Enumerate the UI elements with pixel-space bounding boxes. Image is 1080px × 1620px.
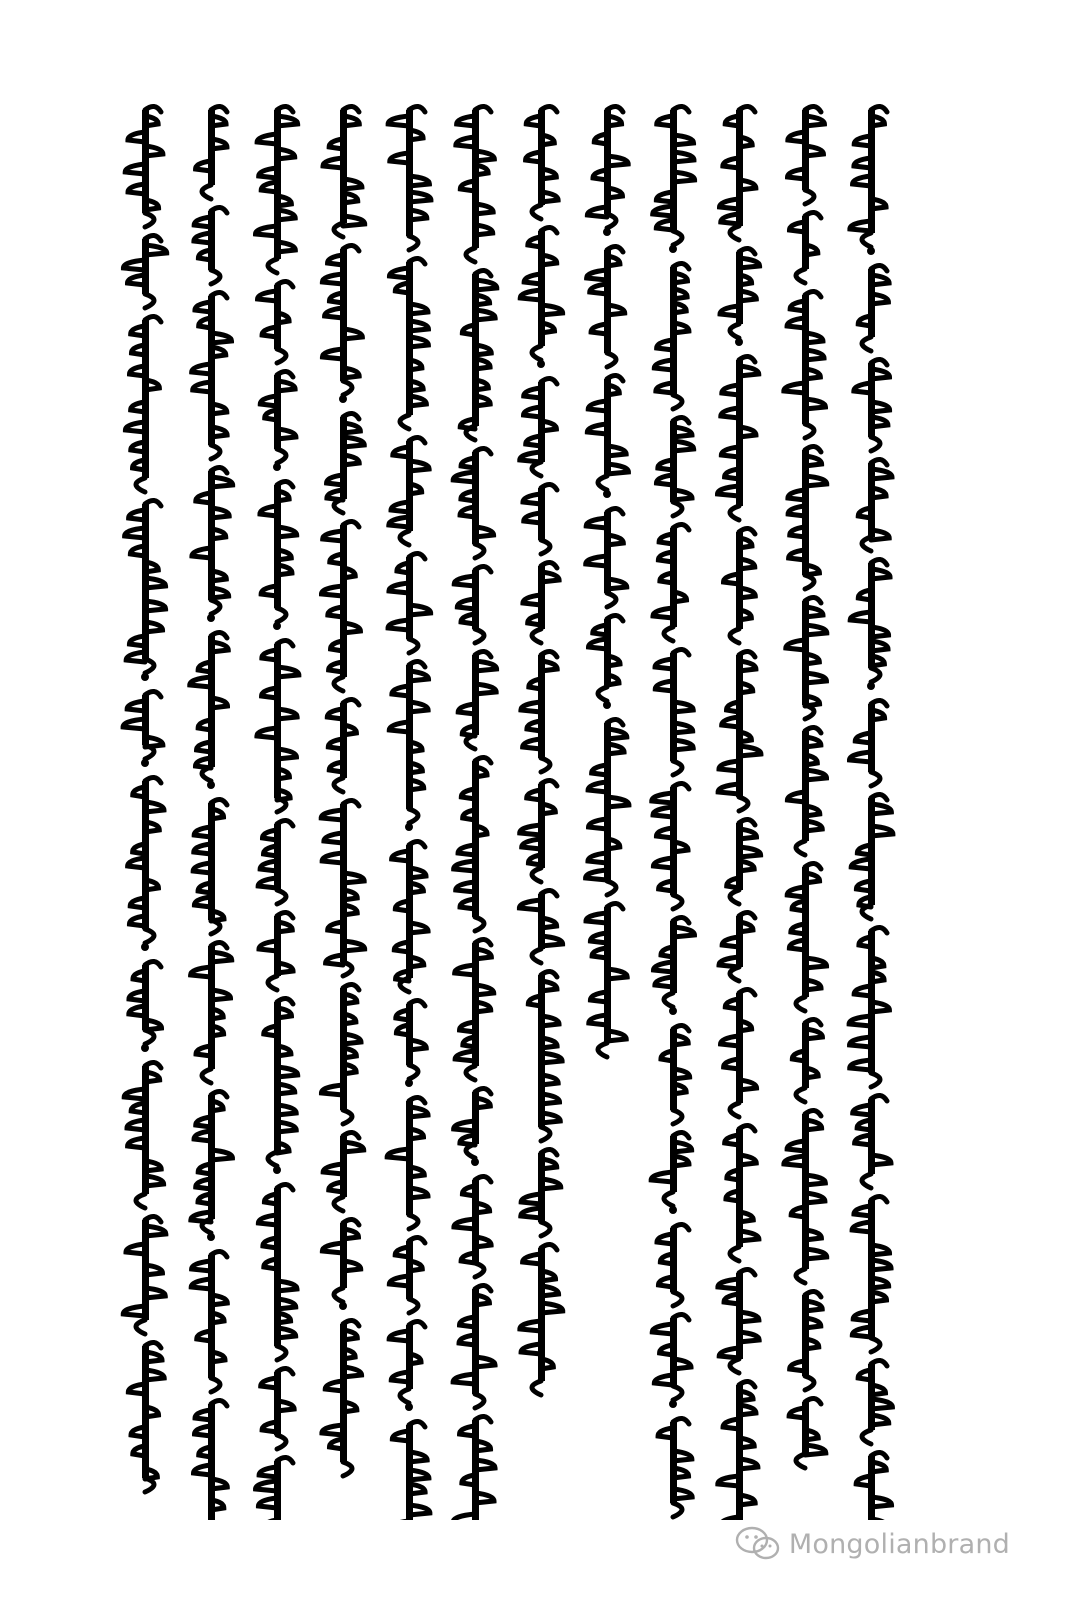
mongolian-word	[789, 1398, 826, 1468]
mongolian-word	[724, 528, 756, 643]
mongolian-word	[191, 942, 232, 1083]
punctuation-mark	[471, 1158, 479, 1166]
mongolian-word	[260, 481, 297, 622]
mongolian-word	[792, 1019, 822, 1102]
mongolian-word	[258, 281, 293, 363]
mongolian-word	[523, 562, 559, 643]
punctuation-mark	[339, 1302, 347, 1310]
punctuation-mark	[141, 1044, 149, 1052]
mongolian-word	[588, 615, 623, 701]
mongolian-word	[194, 1400, 233, 1520]
mongolian-word	[719, 912, 755, 981]
punctuation-mark	[141, 673, 149, 681]
punctuation-mark	[273, 463, 281, 471]
punctuation-mark	[603, 228, 611, 236]
mongolian-word	[128, 777, 164, 943]
mongolian-word	[719, 106, 755, 240]
mongolian-word	[321, 800, 364, 976]
punctuation-mark	[867, 682, 875, 690]
mongolian-word	[259, 912, 293, 990]
mongolian-word	[258, 820, 293, 904]
text-column	[831, 100, 911, 1520]
mongolian-word	[191, 1251, 227, 1392]
mongolian-word	[523, 484, 557, 554]
mongolian-word	[520, 780, 557, 882]
punctuation-mark	[669, 1007, 677, 1015]
mongolian-word	[587, 106, 628, 228]
mongolian-word	[124, 1062, 163, 1208]
mongolian-word	[718, 356, 759, 520]
punctuation-mark	[141, 943, 149, 951]
mongolian-word	[261, 1368, 294, 1449]
mongolian-word	[322, 1219, 360, 1302]
mongolian-word	[718, 1269, 759, 1373]
mongolian-word	[396, 1000, 426, 1079]
mongolian-word	[652, 1314, 691, 1400]
mongolian-word	[125, 106, 163, 227]
mongolian-word	[454, 1176, 491, 1277]
mongolian-word	[521, 1149, 561, 1236]
mongolian-word	[720, 248, 760, 338]
mongolian-word	[454, 757, 491, 931]
mongolian-word	[256, 106, 298, 273]
mongolian-word	[460, 270, 497, 440]
mongolian-word	[652, 783, 689, 909]
mongolian-word	[526, 106, 559, 219]
watermark-text: Mongolianbrand	[788, 1528, 1010, 1560]
mongolian-word	[260, 371, 296, 463]
mongolian-word	[264, 998, 298, 1166]
mongolian-word	[655, 649, 693, 775]
mongolian-word	[520, 378, 557, 476]
mongolian-word	[851, 794, 893, 919]
mongolian-word	[651, 1132, 691, 1206]
mongolian-word	[653, 917, 694, 1007]
mongolian-word	[389, 1237, 425, 1313]
punctuation-mark	[207, 614, 215, 622]
punctuation-mark	[207, 781, 215, 789]
mongolian-word	[191, 1091, 233, 1233]
mongolian-word	[190, 632, 228, 781]
mongolian-word	[256, 1457, 293, 1520]
punctuation-mark	[405, 1403, 413, 1411]
punctuation-mark	[273, 622, 281, 630]
mongolian-word	[455, 939, 494, 1080]
mongolian-word	[192, 467, 233, 614]
mongolian-word	[321, 984, 361, 1124]
mongolian-word	[323, 106, 365, 237]
mongolian-word	[849, 927, 889, 1087]
wechat-icon	[735, 1526, 781, 1562]
mongolian-word	[787, 863, 826, 1011]
punctuation-mark	[669, 245, 677, 253]
punctuation-mark	[603, 490, 611, 498]
mongolian-word	[389, 661, 428, 823]
mongolian-word	[192, 292, 232, 459]
punctuation-mark	[735, 338, 743, 346]
mongolian-word	[519, 890, 562, 963]
punctuation-mark	[339, 395, 347, 403]
mongolian-word	[391, 1421, 430, 1520]
mongolian-word	[388, 106, 431, 250]
mongolian-word	[322, 245, 362, 395]
mongolian-word	[858, 1360, 892, 1444]
mongolian-word	[850, 559, 890, 682]
punctuation-mark	[867, 247, 875, 255]
punctuation-mark	[405, 823, 413, 831]
mongolian-word	[392, 841, 428, 992]
mongolian-word	[520, 227, 562, 360]
mongolian-word	[784, 1110, 827, 1283]
punctuation-mark	[405, 1079, 413, 1087]
punctuation-mark	[669, 1400, 677, 1408]
mongolian-word	[327, 699, 359, 792]
mongolian-word	[388, 553, 431, 653]
mongolian-word	[456, 106, 495, 262]
mongolian-word	[389, 437, 429, 545]
mongolian-word	[458, 651, 496, 749]
mongolian-word	[454, 566, 491, 643]
mongolian-word	[586, 508, 627, 607]
mongolian-word	[196, 106, 227, 199]
mongolian-word	[128, 1342, 164, 1492]
mongolian-word	[653, 524, 689, 641]
mongolian-word	[528, 971, 562, 1141]
mongolian-word	[194, 207, 227, 284]
mongolian-word	[123, 1216, 166, 1334]
mongolian-word	[850, 106, 887, 247]
mongolian-word	[858, 459, 892, 551]
mongolian-word	[389, 1321, 425, 1403]
mongolian-word	[453, 1416, 495, 1520]
punctuation-mark	[537, 360, 545, 368]
mongolian-word	[790, 1291, 823, 1390]
mongolian-word	[454, 1088, 491, 1158]
mongolian-word	[858, 265, 889, 351]
punctuation-mark	[669, 1206, 677, 1214]
mongolian-word	[852, 1196, 891, 1352]
mongolian-word	[323, 1132, 364, 1211]
mongolian-word	[453, 1285, 495, 1408]
mongolian-word	[854, 359, 890, 451]
mongolian-word	[258, 1184, 297, 1360]
mongolian-word	[327, 413, 365, 513]
mongolian-word	[788, 106, 825, 204]
punctuation-mark	[603, 701, 611, 709]
watermark	[735, 1526, 1010, 1562]
mongolian-word	[788, 446, 827, 589]
mongolian-word	[125, 316, 161, 492]
mongolian-word	[322, 1320, 362, 1476]
punctuation-mark	[207, 1233, 215, 1241]
punctuation-mark	[273, 1166, 281, 1174]
mongolian-word	[787, 727, 826, 855]
mongolian-word	[850, 700, 887, 786]
mongolian-word	[853, 1095, 891, 1188]
mongolian-word	[123, 691, 163, 759]
mongolian-word	[789, 212, 821, 283]
mongolian-word	[123, 235, 166, 308]
mongolian-word	[453, 448, 493, 558]
mongolian-word	[784, 291, 826, 438]
mongolian-word	[718, 1381, 758, 1520]
mongolian-word	[658, 1418, 692, 1517]
mongolian-word	[727, 819, 761, 904]
mongolian-word	[725, 1125, 759, 1261]
mongolian-word	[193, 799, 227, 934]
mongolian-word	[257, 640, 299, 812]
mongolian-word	[587, 375, 628, 490]
punctuation-mark	[141, 759, 149, 767]
mongolian-word	[129, 961, 162, 1044]
mongolian-word	[521, 651, 557, 772]
mongolian-word	[387, 1097, 428, 1229]
mongolian-word	[661, 1025, 690, 1124]
mongolian-word	[653, 106, 695, 245]
mongolian-word	[586, 903, 627, 1057]
mongolian-word	[587, 246, 625, 367]
mongolian-word	[654, 263, 689, 409]
mongolian-word	[321, 521, 360, 691]
mongolian-word	[520, 1244, 563, 1395]
mongolian-word	[586, 719, 629, 895]
mongolian-word	[856, 1452, 891, 1520]
mongolian-word	[656, 417, 693, 516]
mongolian-word	[125, 500, 166, 673]
mongolian-word	[657, 1224, 689, 1306]
mongolian-word	[718, 651, 761, 811]
mongolian-word	[389, 258, 428, 429]
mongolian-word	[721, 989, 757, 1117]
mongolian-word	[786, 597, 827, 719]
